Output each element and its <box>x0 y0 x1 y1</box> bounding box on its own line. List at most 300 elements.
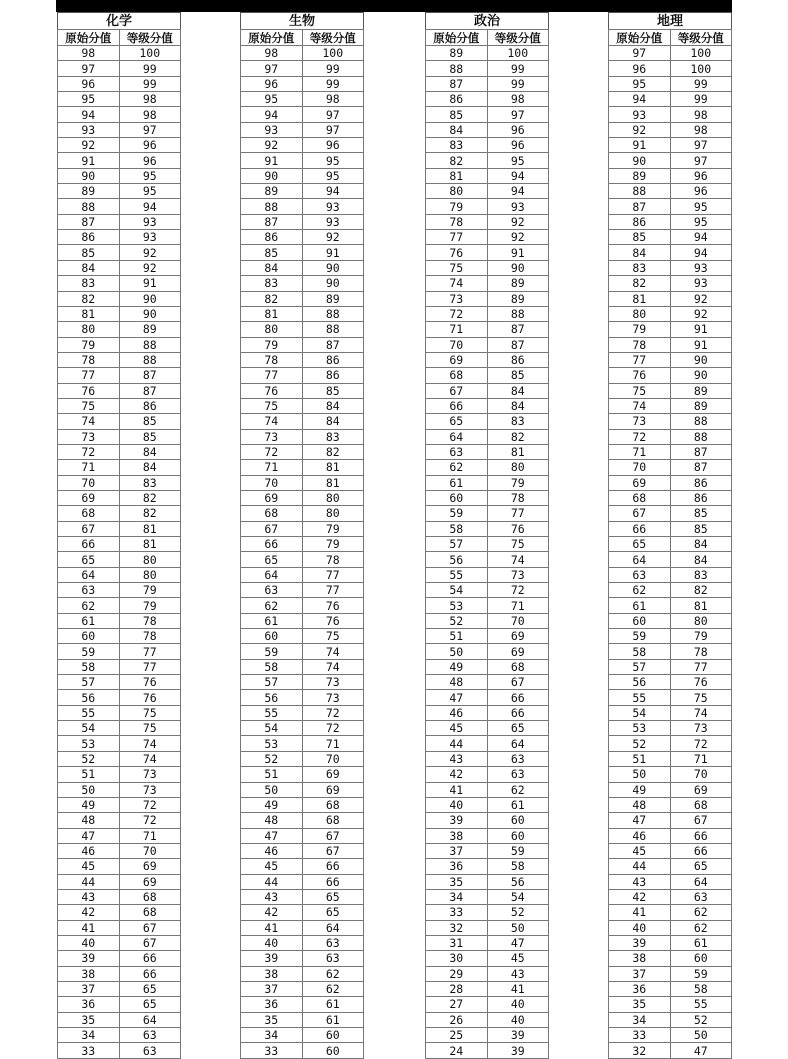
grade-score-cell: 93 <box>302 214 364 229</box>
grade-score-cell: 55 <box>670 997 732 1012</box>
table-row <box>58 583 181 598</box>
grade-score-cell: 99 <box>119 61 181 76</box>
grade-score-cell: 78 <box>119 629 181 644</box>
table-row <box>58 245 181 260</box>
table-row <box>426 383 549 398</box>
raw-score-cell: 96 <box>58 76 120 91</box>
score-table <box>608 29 732 1059</box>
grade-score-cell: 92 <box>119 260 181 275</box>
table-row <box>609 460 732 475</box>
raw-score-cell: 59 <box>241 644 303 659</box>
raw-score-cell: 46 <box>241 843 303 858</box>
table-row <box>609 736 732 751</box>
table-row <box>609 230 732 245</box>
raw-score-cell: 77 <box>58 368 120 383</box>
raw-score-cell: 69 <box>609 475 671 490</box>
raw-score-cell: 94 <box>609 92 671 107</box>
table-row <box>426 767 549 782</box>
table-row <box>241 1028 364 1043</box>
table-row <box>609 92 732 107</box>
table-row <box>241 184 364 199</box>
table-row <box>241 767 364 782</box>
raw-score-cell: 85 <box>426 107 488 122</box>
grade-score-cell: 99 <box>670 92 732 107</box>
raw-score-cell: 66 <box>58 537 120 552</box>
table-row <box>58 291 181 306</box>
table-row <box>241 905 364 920</box>
grade-score-cell: 81 <box>119 537 181 552</box>
grade-score-cell: 79 <box>487 475 549 490</box>
score-table <box>425 29 549 1059</box>
table-row <box>58 767 181 782</box>
grade-score-cell: 72 <box>119 813 181 828</box>
table-row <box>426 414 549 429</box>
grade-score-cell: 75 <box>119 721 181 736</box>
raw-score-cell: 39 <box>58 951 120 966</box>
grade-score-cell: 77 <box>302 567 364 582</box>
grade-score-cell: 95 <box>670 199 732 214</box>
raw-score-cell: 59 <box>609 629 671 644</box>
subject-block <box>57 12 181 1059</box>
grade-score-cell: 100 <box>487 46 549 61</box>
raw-score-cell: 45 <box>241 859 303 874</box>
grade-score-cell: 91 <box>487 245 549 260</box>
grade-score-cell: 71 <box>487 598 549 613</box>
grade-score-cell: 60 <box>670 951 732 966</box>
grade-score-cell: 76 <box>302 598 364 613</box>
raw-score-cell: 86 <box>609 214 671 229</box>
grade-score-cell: 75 <box>670 690 732 705</box>
grade-score-cell: 70 <box>670 767 732 782</box>
raw-score-cell: 34 <box>241 1028 303 1043</box>
raw-score-cell: 78 <box>426 214 488 229</box>
raw-score-cell: 43 <box>241 889 303 904</box>
col-header-raw-score: 原始分值 <box>426 30 488 46</box>
table-row <box>58 337 181 352</box>
raw-score-cell: 38 <box>58 966 120 981</box>
raw-score-cell: 86 <box>58 230 120 245</box>
grade-score-cell: 98 <box>119 92 181 107</box>
raw-score-cell: 79 <box>426 199 488 214</box>
grade-score-cell: 69 <box>487 644 549 659</box>
raw-score-cell: 87 <box>241 214 303 229</box>
raw-score-cell: 35 <box>241 1012 303 1027</box>
table-row <box>426 260 549 275</box>
table-row <box>609 598 732 613</box>
grade-score-cell: 88 <box>302 322 364 337</box>
grade-score-cell: 80 <box>670 613 732 628</box>
raw-score-cell: 47 <box>241 828 303 843</box>
grade-score-cell: 81 <box>302 460 364 475</box>
grade-score-cell: 94 <box>670 230 732 245</box>
grade-score-cell: 65 <box>487 721 549 736</box>
grade-score-cell: 64 <box>302 920 364 935</box>
raw-score-cell: 55 <box>609 690 671 705</box>
grade-score-cell: 84 <box>302 414 364 429</box>
table-row <box>609 751 732 766</box>
table-row <box>609 567 732 582</box>
grade-score-cell: 67 <box>119 920 181 935</box>
grade-score-cell: 65 <box>119 981 181 996</box>
raw-score-cell: 64 <box>426 429 488 444</box>
raw-score-cell: 44 <box>58 874 120 889</box>
table-row <box>241 935 364 950</box>
raw-score-cell: 72 <box>241 444 303 459</box>
table-row <box>609 920 732 935</box>
raw-score-cell: 38 <box>241 966 303 981</box>
grade-score-cell: 93 <box>487 199 549 214</box>
table-row <box>58 184 181 199</box>
table-row <box>241 153 364 168</box>
grade-score-cell: 72 <box>302 705 364 720</box>
grade-score-cell: 98 <box>670 107 732 122</box>
table-row <box>609 383 732 398</box>
grade-score-cell: 80 <box>119 552 181 567</box>
table-row <box>609 828 732 843</box>
raw-score-cell: 40 <box>58 935 120 950</box>
table-row <box>58 368 181 383</box>
raw-score-cell: 33 <box>426 905 488 920</box>
grade-score-cell: 68 <box>119 905 181 920</box>
raw-score-cell: 75 <box>241 398 303 413</box>
raw-score-cell: 89 <box>426 46 488 61</box>
grade-score-cell: 100 <box>670 46 732 61</box>
raw-score-cell: 78 <box>58 352 120 367</box>
raw-score-cell: 84 <box>609 245 671 260</box>
grade-score-cell: 66 <box>119 951 181 966</box>
raw-score-cell: 48 <box>426 675 488 690</box>
grade-score-cell: 97 <box>670 138 732 153</box>
raw-score-cell: 73 <box>609 414 671 429</box>
table-row <box>58 905 181 920</box>
table-row <box>609 1012 732 1027</box>
table-row <box>241 813 364 828</box>
grade-score-cell: 88 <box>302 306 364 321</box>
grade-score-cell: 68 <box>487 659 549 674</box>
raw-score-cell: 72 <box>426 306 488 321</box>
raw-score-cell: 49 <box>426 659 488 674</box>
raw-score-cell: 55 <box>241 705 303 720</box>
grade-score-cell: 96 <box>670 184 732 199</box>
grade-score-cell: 87 <box>670 460 732 475</box>
grade-score-cell: 89 <box>302 291 364 306</box>
raw-score-cell: 42 <box>609 889 671 904</box>
grade-score-cell: 93 <box>670 260 732 275</box>
raw-score-cell: 68 <box>58 506 120 521</box>
grade-score-cell: 92 <box>302 230 364 245</box>
table-row <box>241 306 364 321</box>
table-row <box>426 138 549 153</box>
grade-score-cell: 97 <box>670 153 732 168</box>
raw-score-cell: 69 <box>58 490 120 505</box>
raw-score-cell: 33 <box>58 1043 120 1058</box>
raw-score-cell: 27 <box>426 997 488 1012</box>
table-row <box>58 414 181 429</box>
table-row <box>58 874 181 889</box>
raw-score-cell: 70 <box>241 475 303 490</box>
table-row <box>58 782 181 797</box>
raw-score-cell: 66 <box>609 521 671 536</box>
raw-score-cell: 88 <box>241 199 303 214</box>
raw-score-cell: 74 <box>58 414 120 429</box>
raw-score-cell: 59 <box>58 644 120 659</box>
raw-score-cell: 95 <box>241 92 303 107</box>
table-row <box>426 398 549 413</box>
grade-score-cell: 84 <box>119 444 181 459</box>
table-row <box>241 475 364 490</box>
table-row <box>426 153 549 168</box>
table-row <box>426 214 549 229</box>
raw-score-cell: 62 <box>426 460 488 475</box>
table-row <box>609 61 732 76</box>
raw-score-cell: 54 <box>609 705 671 720</box>
raw-score-cell: 35 <box>58 1012 120 1027</box>
grade-score-cell: 85 <box>302 383 364 398</box>
raw-score-cell: 54 <box>426 583 488 598</box>
grade-score-cell: 91 <box>670 337 732 352</box>
grade-score-cell: 97 <box>302 122 364 137</box>
grade-score-cell: 66 <box>670 828 732 843</box>
table-row <box>426 782 549 797</box>
grade-score-cell: 90 <box>670 368 732 383</box>
grade-score-cell: 86 <box>302 368 364 383</box>
grade-score-cell: 78 <box>487 490 549 505</box>
table-row <box>58 721 181 736</box>
raw-score-cell: 67 <box>609 506 671 521</box>
raw-score-cell: 80 <box>609 306 671 321</box>
table-row <box>426 107 549 122</box>
raw-score-cell: 97 <box>58 61 120 76</box>
grade-score-cell: 82 <box>487 429 549 444</box>
table-row <box>426 552 549 567</box>
grade-score-cell: 98 <box>670 122 732 137</box>
table-row <box>241 920 364 935</box>
grade-score-cell: 68 <box>302 797 364 812</box>
table-row <box>426 889 549 904</box>
grade-score-cell: 85 <box>670 521 732 536</box>
grade-score-cell: 99 <box>487 76 549 91</box>
raw-score-cell: 76 <box>426 245 488 260</box>
raw-score-cell: 43 <box>58 889 120 904</box>
grade-score-cell: 98 <box>119 107 181 122</box>
grade-score-cell: 64 <box>670 874 732 889</box>
raw-score-cell: 87 <box>609 199 671 214</box>
raw-score-cell: 81 <box>609 291 671 306</box>
grade-score-cell: 74 <box>670 705 732 720</box>
table-row <box>609 981 732 996</box>
raw-score-cell: 51 <box>241 767 303 782</box>
raw-score-cell: 61 <box>609 598 671 613</box>
grade-score-cell: 96 <box>487 122 549 137</box>
grade-score-cell: 89 <box>487 291 549 306</box>
grade-score-cell: 69 <box>302 782 364 797</box>
table-row <box>241 230 364 245</box>
grade-score-cell: 98 <box>487 92 549 107</box>
raw-score-cell: 40 <box>241 935 303 950</box>
table-row <box>58 276 181 291</box>
grade-score-cell: 60 <box>487 828 549 843</box>
grade-score-cell: 65 <box>302 889 364 904</box>
grade-score-cell: 63 <box>487 767 549 782</box>
grade-score-cell: 93 <box>119 214 181 229</box>
table-row <box>241 644 364 659</box>
grade-score-cell: 97 <box>302 107 364 122</box>
raw-score-cell: 43 <box>609 874 671 889</box>
table-row <box>58 46 181 61</box>
raw-score-cell: 58 <box>426 521 488 536</box>
raw-score-cell: 36 <box>241 997 303 1012</box>
table-row <box>426 352 549 367</box>
raw-score-cell: 62 <box>609 583 671 598</box>
grade-score-cell: 81 <box>119 521 181 536</box>
grade-score-cell: 94 <box>119 199 181 214</box>
raw-score-cell: 73 <box>426 291 488 306</box>
table-row <box>426 797 549 812</box>
grade-score-cell: 90 <box>670 352 732 367</box>
raw-score-cell: 91 <box>58 153 120 168</box>
grade-score-cell: 87 <box>119 383 181 398</box>
raw-score-cell: 40 <box>426 797 488 812</box>
grade-score-cell: 92 <box>487 230 549 245</box>
col-header-raw-score: 原始分值 <box>609 30 671 46</box>
grade-score-cell: 69 <box>487 629 549 644</box>
grade-score-cell: 95 <box>302 153 364 168</box>
grade-score-cell: 69 <box>119 859 181 874</box>
grade-score-cell: 52 <box>487 905 549 920</box>
raw-score-cell: 39 <box>609 935 671 950</box>
table-row <box>58 843 181 858</box>
table-row <box>426 92 549 107</box>
raw-score-cell: 50 <box>609 767 671 782</box>
grade-score-cell: 45 <box>487 951 549 966</box>
raw-score-cell: 83 <box>609 260 671 275</box>
raw-score-cell: 30 <box>426 951 488 966</box>
grade-score-cell: 76 <box>119 690 181 705</box>
table-row <box>609 46 732 61</box>
grade-score-cell: 62 <box>487 782 549 797</box>
table-row <box>426 981 549 996</box>
raw-score-cell: 75 <box>609 383 671 398</box>
table-row <box>241 659 364 674</box>
grade-score-cell: 99 <box>119 76 181 91</box>
grade-score-cell: 83 <box>487 414 549 429</box>
table-row <box>241 981 364 996</box>
table-row <box>609 138 732 153</box>
table-row <box>241 552 364 567</box>
table-row <box>58 736 181 751</box>
raw-score-cell: 34 <box>609 1012 671 1027</box>
raw-score-cell: 84 <box>58 260 120 275</box>
table-row <box>609 629 732 644</box>
raw-score-cell: 44 <box>609 859 671 874</box>
grade-score-cell: 72 <box>302 721 364 736</box>
grade-score-cell: 86 <box>487 352 549 367</box>
table-row <box>609 552 732 567</box>
table-row <box>58 398 181 413</box>
raw-score-cell: 82 <box>426 153 488 168</box>
grade-score-cell: 87 <box>119 368 181 383</box>
grade-score-cell: 90 <box>302 276 364 291</box>
raw-score-cell: 63 <box>426 444 488 459</box>
raw-score-cell: 87 <box>58 214 120 229</box>
raw-score-cell: 37 <box>241 981 303 996</box>
raw-score-cell: 78 <box>241 352 303 367</box>
grade-score-cell: 72 <box>487 583 549 598</box>
raw-score-cell: 95 <box>58 92 120 107</box>
raw-score-cell: 63 <box>241 583 303 598</box>
raw-score-cell: 41 <box>58 920 120 935</box>
table-row <box>426 506 549 521</box>
grade-score-cell: 73 <box>119 767 181 782</box>
table-row <box>609 245 732 260</box>
raw-score-cell: 46 <box>58 843 120 858</box>
grade-score-cell: 94 <box>487 184 549 199</box>
raw-score-cell: 85 <box>241 245 303 260</box>
grade-score-cell: 50 <box>487 920 549 935</box>
grade-score-cell: 88 <box>670 429 732 444</box>
table-row <box>426 874 549 889</box>
table-row <box>609 583 732 598</box>
top-black-bar <box>56 0 732 12</box>
table-row <box>58 659 181 674</box>
table-row <box>609 859 732 874</box>
grade-score-cell: 96 <box>119 138 181 153</box>
raw-score-cell: 93 <box>241 122 303 137</box>
grade-score-cell: 71 <box>119 828 181 843</box>
raw-score-cell: 52 <box>426 613 488 628</box>
raw-score-cell: 96 <box>241 76 303 91</box>
table-row <box>241 859 364 874</box>
grade-score-cell: 92 <box>670 306 732 321</box>
grade-score-cell: 86 <box>670 475 732 490</box>
raw-score-cell: 34 <box>58 1028 120 1043</box>
table-row <box>609 644 732 659</box>
raw-score-cell: 98 <box>241 46 303 61</box>
col-header-raw-score: 原始分值 <box>241 30 303 46</box>
grade-score-cell: 84 <box>302 398 364 413</box>
raw-score-cell: 53 <box>58 736 120 751</box>
table-row <box>241 444 364 459</box>
table-row <box>58 429 181 444</box>
raw-score-cell: 67 <box>58 521 120 536</box>
raw-score-cell: 61 <box>241 613 303 628</box>
table-row <box>241 122 364 137</box>
table-row <box>58 981 181 996</box>
table-row <box>58 705 181 720</box>
raw-score-cell: 51 <box>426 629 488 644</box>
table-row <box>241 690 364 705</box>
raw-score-cell: 92 <box>609 122 671 137</box>
col-header-grade-score: 等级分值 <box>670 30 732 46</box>
raw-score-cell: 55 <box>58 705 120 720</box>
grade-score-cell: 81 <box>487 444 549 459</box>
table-row <box>426 76 549 91</box>
raw-score-cell: 57 <box>241 675 303 690</box>
raw-score-cell: 73 <box>58 429 120 444</box>
table-row <box>609 889 732 904</box>
grade-score-cell: 75 <box>487 537 549 552</box>
table-row <box>241 322 364 337</box>
table-row <box>609 874 732 889</box>
table-row <box>241 245 364 260</box>
grade-score-cell: 72 <box>670 736 732 751</box>
table-row <box>241 705 364 720</box>
table-row <box>58 475 181 490</box>
grade-score-cell: 43 <box>487 966 549 981</box>
raw-score-cell: 79 <box>609 322 671 337</box>
grade-score-cell: 47 <box>487 935 549 950</box>
raw-score-cell: 74 <box>426 276 488 291</box>
